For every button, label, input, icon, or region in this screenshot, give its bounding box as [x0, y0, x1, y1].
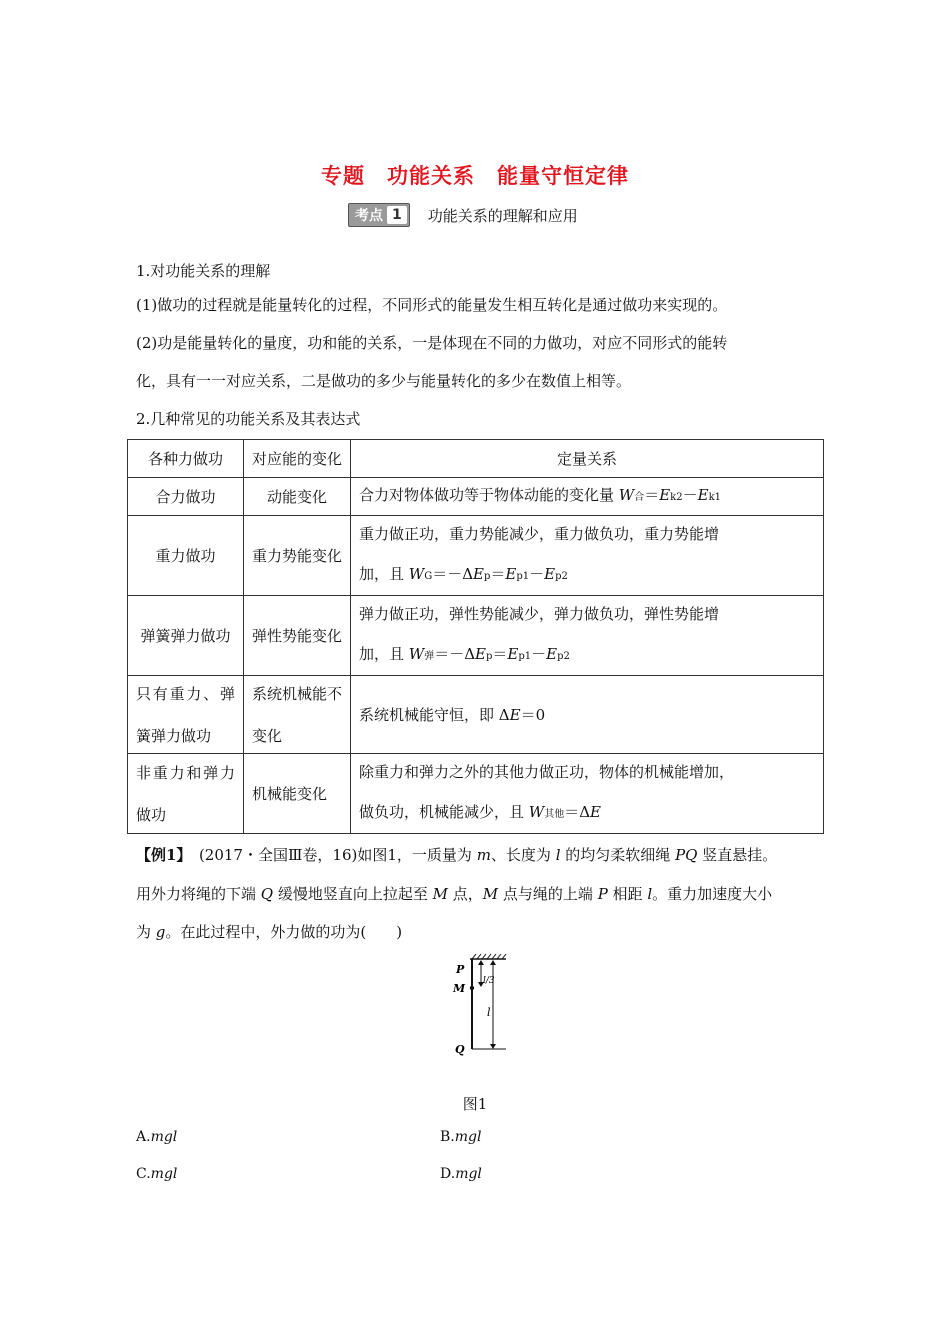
section2-heading: 2.几种常见的功能关系及其表达式 [136, 410, 361, 428]
option-b: B.mgl [440, 1129, 482, 1145]
kaodian-header [348, 203, 578, 227]
section1-p2-line1: (2)功是能量转化的量度，功和能的关系，一是体现在不同的力做功，对应不同形式的能转 [136, 334, 728, 352]
example-line3: 为 g。在此过程中，外力做的功为( ) [136, 923, 403, 941]
label-m: M [453, 982, 466, 995]
relation-cell: 合力对物体做功等于物体动能的变化量 W合＝Ek2－Ek1 [351, 478, 824, 516]
kaodian-badge [348, 203, 410, 227]
section1-heading: 1.对功能关系的理解 [136, 262, 271, 280]
rope-figure [448, 953, 512, 1063]
section1-p1: (1)做功的过程就是能量转化的过程，不同形式的能量发生相互转化是通过做功来实现的。 [136, 296, 728, 314]
relation-cell: 重力做正功，重力势能减少，重力做负功，重力势能增 加，且 WG＝－ΔEp＝Ep1－Ep2 [351, 516, 824, 596]
force-cell: 合力做功 [128, 478, 244, 516]
label-l: l [487, 1006, 491, 1019]
page-title: 专题 功能关系 能量守恒定律 [321, 164, 629, 188]
option-d: D.mgl [440, 1166, 482, 1182]
option-c: C.mgl [136, 1166, 178, 1182]
label-q: Q [455, 1043, 465, 1056]
force-cell: 弹簧弹力做功 [128, 596, 244, 676]
table-row [128, 478, 824, 516]
relation-cell: 除重力和弹力之外的其他力做正功，物体的机械能增加， 做负功，机械能减少，且 W其他＝ΔE [351, 754, 824, 834]
label-l3: l/3 [483, 976, 495, 986]
table-row [128, 596, 824, 676]
force-cell: 非重力和弹力 做功 [128, 754, 244, 834]
example-line2: 用外力将绳的下端 Q 缓慢地竖直向上拉起至 M 点，M 点与绳的上端 P 相距 l。重力加速度大小 [136, 885, 773, 903]
table-row [128, 676, 824, 754]
figure-caption: 图1 [462, 1095, 488, 1113]
table-row [128, 754, 824, 834]
kaodian-title: 功能关系的理解和应用 [427, 206, 578, 225]
point-m-dot [470, 986, 474, 990]
label-p: P [456, 963, 465, 976]
example-line1: 【例1】 (2017・全国Ⅲ卷，16)如图1，一质量为 m、长度为 l 的均匀柔软细绳 PQ 竖直悬挂。 [136, 846, 778, 864]
force-cell: 重力做功 [128, 516, 244, 596]
table-header-row [128, 440, 824, 478]
change-cell: 系统机械能不 变化 [244, 676, 351, 754]
force-cell: 只有重力、弹 簧弹力做功 [128, 676, 244, 754]
change-cell: 重力势能变化 [244, 516, 351, 596]
relation-cell: 系统机械能守恒，即 ΔE＝0 [351, 676, 824, 754]
change-cell: 机械能变化 [244, 754, 351, 834]
table-header-cell: 各种力做功 [128, 440, 244, 478]
table-header-cell: 对应能的变化 [244, 440, 351, 478]
option-a: A.mgl [136, 1129, 178, 1145]
table-header-cell: 定量关系 [351, 440, 824, 478]
section1-p2-line2: 化，具有一一对应关系，二是做功的多少与能量转化的多少在数值上相等。 [136, 372, 632, 390]
work-energy-table [127, 439, 824, 834]
kaodian-label: 考点 [355, 208, 383, 224]
kaodian-number: 1 [387, 206, 407, 224]
relation-cell: 弹力做正功，弹性势能减少，弹力做负功，弹性势能增 加，且 W弹＝－ΔEp＝Ep1－Ep2 [351, 596, 824, 676]
change-cell: 弹性势能变化 [244, 596, 351, 676]
change-cell: 动能变化 [244, 478, 351, 516]
table-row [128, 516, 824, 596]
